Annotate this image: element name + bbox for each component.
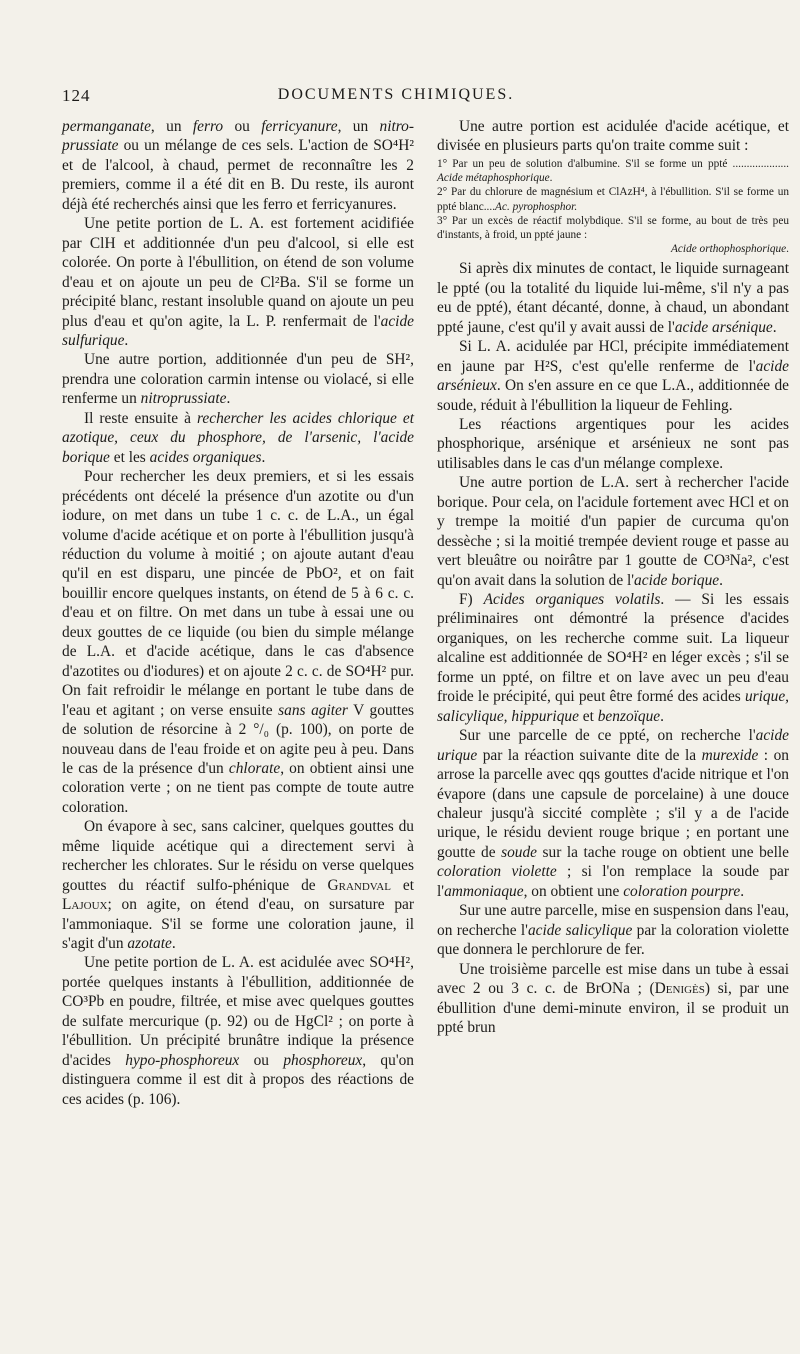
- paragraph: [62, 350, 414, 408]
- paragraph: [62, 117, 414, 214]
- text-run: et: [578, 707, 598, 725]
- italic-run: murexide: [701, 746, 759, 764]
- text-run: Une autre portion est acidulée d'acide acétique, et divisée en plusieurs parts qu'on traite comme suit :: [437, 118, 789, 155]
- text-run: V gouttes de solution de résorcine à 2 °/₀ (p. 100), on porte de nouveau dans de l'eau froide et on agite peu à peu. Dans le cas de la présence d'un: [62, 701, 415, 777]
- text-run: 3° Par un excès de réactif molybdique. S'il se forme, au bout de très peu d'instants, à froid, un ppté jaune :: [437, 214, 789, 241]
- text-run: ) si, par une ébullition d'une demi-minute environ, il se produit un ppté brun: [437, 980, 790, 1036]
- paragraph: [62, 953, 414, 1109]
- text-run: .: [772, 318, 777, 336]
- small-caps-run: Lajoux: [62, 896, 108, 914]
- text-run: Une troisième parcelle est mise dans un tube à essai avec 2 ou 3 c. c. de BrONa ; (: [437, 960, 789, 998]
- text-run: Sur une parcelle de ce ppté, on recherche l': [459, 727, 756, 745]
- text-run: .: [549, 172, 553, 185]
- text-run: ou: [223, 118, 262, 135]
- italic-run: acides organiques: [149, 448, 262, 466]
- text-run: . — Si les essais préliminaires ont démontré la présence d'acides organiques, on les recherche comme suit. La liqueur alcaline est additionnée de SO⁴H² en léger excès ; s'il se forme un ppté, on filtre et on lave avec un peu d'eau froide le précipité, qui peut être formé des acides: [437, 591, 789, 706]
- paragraph: [437, 415, 789, 473]
- text-run: Il reste ensuite à: [84, 409, 197, 427]
- text-run: Sur une autre parcelle, mise en suspension dans l'eau, on recherche l': [437, 902, 789, 939]
- left-column: [62, 117, 414, 1109]
- paragraph: [437, 960, 789, 1038]
- text-run: .: [226, 390, 231, 408]
- italic-run: benzoïque: [597, 707, 661, 725]
- italic-run: soude: [501, 843, 537, 861]
- text-run: 2° Par du chlorure de magnésium et ClAzH⁴, à l'ébullition. S'il se forme un ppté blanc....: [437, 186, 789, 213]
- italic-run: acide salicylique: [527, 921, 633, 939]
- italic-run: sans agiter: [278, 701, 348, 719]
- paragraph: [437, 117, 789, 156]
- text-run: par la coloration violette que donnera le perchlorure de fer.: [437, 921, 789, 959]
- italic-run: Acides organiques volatils: [483, 591, 661, 609]
- text-run: , on obtient une: [523, 882, 624, 900]
- text-run: .: [261, 448, 266, 466]
- text-run: ou: [239, 1051, 284, 1069]
- text-run: Une petite portion de L. A. est fortement acidifiée par ClH et additionnée d'un peu d'alcool, si elle est colorée. On porte à l'ébullition, on étend de son volume d'eau et on ajoute un peu de Cl²Ba. S'il se forme un précipité blanc, restant insoluble quand on ajoute un peu plus d'eau et qu'on agite, la L. P. renfermait de l': [62, 215, 414, 330]
- text-run: et: [390, 876, 414, 894]
- paragraph: [62, 817, 414, 953]
- italic-run: ferricyanure: [261, 118, 338, 135]
- italic-run: nitro-prussiate: [62, 118, 415, 155]
- small-caps-run: Denigès: [654, 980, 705, 998]
- italic-run: ammoniaque: [444, 882, 524, 900]
- text-run: F): [459, 591, 484, 609]
- text-run: Si après dix minutes de contact, le liquide surnageant le ppté (ou la totalité du liquide lui-même, s'il n'y a pas eu de ppté), étant décanté, donne, à chaud, un abondant ppté jaune, c'est qu'il y avait aussi de l': [437, 260, 789, 336]
- italic-run: coloration violette: [437, 863, 557, 881]
- italic-run: urique, salicylique, hippurique: [437, 688, 789, 725]
- text-run: Une autre portion, additionnée d'un peu de SH², prendra une coloration carmin intense ou violacé, si elle renferme un: [62, 351, 414, 408]
- italic-run: chlorate: [228, 759, 281, 777]
- reaction-result: [437, 242, 789, 256]
- italic-run: permanganate: [62, 118, 151, 135]
- text-run: ; si l'on remplace la soude par l': [437, 863, 789, 900]
- italic-run: acide sulfurique: [62, 312, 414, 349]
- text-run: , un: [337, 118, 380, 135]
- italic-run: hypo-phosphoreux: [125, 1051, 240, 1069]
- text-run: par la réaction suivante dite de la: [477, 746, 702, 764]
- italic-run: acide borique: [634, 571, 720, 589]
- text-run: sur la tache rouge on obtient une belle: [537, 843, 789, 861]
- text-run: Pour rechercher les deux premiers, et si les essais précédents ont décelé la présence d'un azotite ou d'un iodure, on met dans un tube 1 c. c. de L.A., un égal volume d'acide acétique et on porte à l'ébullition jusqu'à réduction du volume à moitié ; on ajoute autant d'eau qu'il en est disparu, une pincée de PbO², et on fait bouillir encore quelques instants, on étend de 5 à 6 c. c. d'eau et on filtre. On met dans un tube à essai une ou deux gouttes de ce liquide (ou bien du simple mélange de L.A. et d'acide acétique, dans le cas d'absence d'azotites ou d'iodures) et on ajoute 2 c. c. de SO⁴H² pur. On fait refroidir le mélange en portant le tube dans de l'eau et agitant ; on verse ensuite: [62, 468, 414, 719]
- italic-run: Ac. pyrophosphor.: [495, 200, 578, 213]
- reaction-item: [437, 157, 789, 185]
- italic-run: acide arsénique: [674, 318, 773, 336]
- right-column: [437, 117, 789, 1037]
- paragraph: [62, 409, 414, 467]
- page-number: 124: [62, 86, 91, 105]
- text-run: .: [171, 935, 176, 953]
- paragraph: [437, 901, 789, 959]
- text-run: Une petite portion de L. A. est acidulée avec SO⁴H², portée quelques instants à l'ébullition, additionnée de CO³Pb en poudre, filtrée, et mise avec quelques gouttes de sulfate mercurique (p. 92) ou de HgCl² ; on porte à l'ébullition. Un précipité brunâtre indique la présence d'acides: [62, 954, 414, 1069]
- paragraph: [62, 467, 414, 817]
- text-run: .: [719, 571, 723, 589]
- reaction-item: [437, 185, 789, 213]
- text-run: On évapore à sec, sans calciner, quelques gouttes du même liquide acétique qui a directement servi à rechercher les chlorates. Sur le résidu on verse quelques gouttes du réactif sulfo-phénique de: [62, 818, 414, 894]
- italic-run: acide arsénieux: [437, 357, 789, 395]
- italic-run: Acide orthophosphorique: [671, 243, 787, 256]
- text-run: et les: [109, 448, 150, 466]
- text-run: ou un mélange de ces sels. L'action de SO⁴H² et de l'alcool, à chaud, permet de reconnaître les 2 premiers, comme il a été dit en B. Du reste, ils auront déjà été recherchés ainsi que les ferro et ferricyanures.: [62, 137, 414, 213]
- paragraph: [62, 214, 414, 350]
- paragraph: [437, 337, 789, 415]
- italic-run: azotate: [127, 935, 172, 953]
- italic-run: nitroprussiate: [140, 390, 227, 408]
- paragraph: [437, 726, 789, 901]
- text-run: .: [786, 243, 789, 256]
- italic-run: ferro: [192, 118, 224, 135]
- text-run: Les réactions argentiques pour les acides phosphorique, arsénique et arsénieux ne sont pas utilisables dans le cas d'un mélange complexe.: [437, 415, 789, 472]
- italic-run: phosphoreux: [283, 1051, 363, 1069]
- small-caps-run: Grandval: [327, 876, 391, 894]
- paragraph: [437, 473, 789, 590]
- reaction-list: [437, 157, 789, 256]
- italic-run: acide urique: [437, 727, 789, 764]
- text-run: Si L. A. acidulée par HCl, précipite immédiatement en jaune par H²S, c'est qu'elle renferme de l': [437, 338, 789, 375]
- section-paragraph: [437, 590, 789, 726]
- text-run: : on arrose la parcelle avec qqs gouttes d'acide nitrique et l'on évapore (dans une capsule de porcelaine) à une douce chaleur jusqu'à siccité complète ; s'il y a de l'acide urique, le résidu devient rouge brique ; en portant une goutte de: [437, 746, 789, 861]
- text-run: .: [124, 331, 129, 349]
- italic-run: coloration pourpre: [623, 882, 741, 900]
- text-run: . On s'en assure en ce que L.A., additionnée de soude, réduit à l'ébullition la liqueur de Fehling.: [437, 377, 789, 414]
- running-head: DOCUMENTS CHIMIQUES.: [277, 86, 515, 103]
- reaction-item: [437, 214, 789, 242]
- text-run: , qu'on distinguera comme il est dit à propos des réactions de ces acides (p. 106).: [62, 1051, 414, 1108]
- italic-run: rechercher les acides chlorique et azotique, ceux du phosphore, de l'arsenic, l'acide borique: [62, 409, 414, 466]
- text-run: 1° Par un peu de solution d'albumine. S'il se forme un ppté ....................: [437, 157, 789, 170]
- text-run: , on obtient ainsi une coloration verte ; on ne tient pas compte de toute autre coloration.: [62, 759, 414, 816]
- paragraph: [437, 259, 789, 337]
- text-run: Une autre portion de L.A. sert à rechercher l'acide borique. Pour cela, on l'acidule fortement avec HCl et on y trempe la moitié d'un papier de curcuma qu'on dessèche ; si la moitié trempée devient rouge et passe au vert bleuâtre ou noirâtre par 1 goutte de CO³Na², c'est qu'on avait dans la solution de l': [437, 474, 789, 589]
- page-header: [62, 86, 730, 110]
- text-run: , un: [150, 118, 193, 135]
- text-run: .: [660, 707, 664, 725]
- italic-run: Acide métaphosphorique: [437, 172, 550, 185]
- text-run: ; on agite, on étend d'eau, on sursature par l'ammoniaque. S'il se forme une coloration jaune, il s'agit d'un: [62, 896, 414, 953]
- text-run: .: [740, 882, 745, 900]
